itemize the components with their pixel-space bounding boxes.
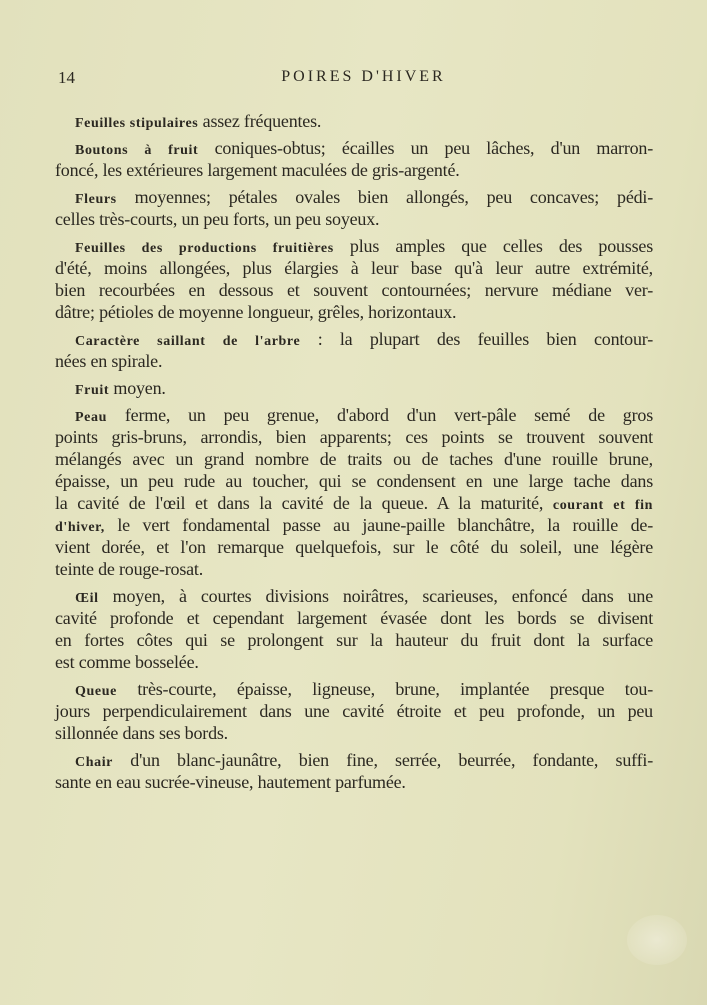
text-line bbox=[55, 749, 653, 771]
text-segment: sante en eau sucrée-vineuse, hautement parfumée. bbox=[55, 772, 406, 792]
text-line bbox=[55, 722, 653, 744]
text-segment: le vert fondamental passe au jaune-paille blanchâtre, la rouille de- bbox=[104, 515, 653, 535]
bold-term: Caractère saillant de l'arbre bbox=[75, 334, 301, 349]
text-segment: mélangés avec un grand nombre de traits ou de taches d'une rouille brune, bbox=[55, 449, 653, 469]
text-line bbox=[55, 585, 653, 607]
bold-term: Queue bbox=[75, 684, 117, 699]
text-segment: d'un blanc-jaunâtre, bien fine, serrée, beurrée, fondante, suffi- bbox=[113, 750, 653, 770]
text-segment: est comme bosselée. bbox=[55, 652, 199, 672]
text-line bbox=[55, 208, 653, 230]
text-line bbox=[55, 377, 653, 399]
text-line bbox=[55, 470, 653, 492]
bold-term: Boutons à fruit bbox=[75, 143, 199, 158]
text-line bbox=[55, 426, 653, 448]
text-segment: celles très-courts, un peu forts, un peu soyeux. bbox=[55, 209, 380, 229]
text-line bbox=[55, 159, 653, 181]
paragraph bbox=[55, 328, 653, 372]
page-number: 14 bbox=[58, 68, 75, 87]
text-segment: dâtre; pétioles de moyenne longueur, grêles, horizontaux. bbox=[55, 302, 457, 322]
bold-term: Feuilles stipulaires bbox=[75, 116, 199, 131]
text-segment: la cavité de l'œil et dans la cavité de la queue. A la maturité, bbox=[55, 493, 553, 513]
text-segment: très-courte, épaisse, ligneuse, brune, implantée presque tou- bbox=[116, 679, 653, 699]
text-segment: d'été, moins allongées, plus élargies à leur base qu'à leur autre extrémité, bbox=[55, 258, 653, 278]
text-segment: vient dorée, et l'on remarque quelquefois, sur le côté du soleil, une légère bbox=[55, 537, 653, 557]
bold-term: courant et fin bbox=[552, 498, 653, 513]
text-line bbox=[55, 771, 653, 793]
text-line bbox=[55, 678, 653, 700]
text-segment: épaisse, un peu rude au toucher, qui se condensent en une large tache dans bbox=[55, 471, 653, 491]
text-segment: en fortes côtes qui se prolongent sur la hauteur du fruit dont la surface bbox=[55, 630, 653, 650]
text-line bbox=[55, 137, 653, 159]
paragraph bbox=[55, 137, 653, 181]
text-line bbox=[55, 350, 653, 372]
text-line bbox=[55, 301, 653, 323]
page-body bbox=[55, 110, 653, 798]
bold-term: Fleurs bbox=[75, 192, 117, 207]
text-line bbox=[55, 607, 653, 629]
text-segment: assez fréquentes. bbox=[198, 111, 322, 131]
text-line bbox=[55, 651, 653, 673]
text-segment: points gris-bruns, arrondis, bien apparents; ces points se trouvent souvent bbox=[55, 427, 653, 447]
text-line bbox=[55, 629, 653, 651]
text-line bbox=[55, 514, 653, 536]
text-segment: foncé, les extérieures largement maculées de gris-argenté. bbox=[55, 160, 460, 180]
paragraph bbox=[55, 110, 653, 132]
paragraph bbox=[55, 377, 653, 399]
text-line bbox=[55, 492, 653, 514]
text-line bbox=[55, 235, 653, 257]
bold-term: d'hiver, bbox=[55, 520, 105, 535]
text-segment: moyen. bbox=[109, 378, 166, 398]
running-title: POIRES D'HIVER bbox=[281, 68, 446, 85]
text-line bbox=[55, 404, 653, 426]
text-segment: coniques-obtus; écailles un peu lâches, d'un marron- bbox=[198, 138, 654, 158]
text-segment: : la plupart des feuilles bien contour- bbox=[300, 329, 654, 349]
text-segment: jours perpendiculairement dans une cavité étroite et peu profonde, un peu bbox=[55, 701, 653, 721]
text-line bbox=[55, 536, 653, 558]
paper-stain bbox=[627, 915, 687, 965]
paragraph bbox=[55, 235, 653, 323]
text-line bbox=[55, 448, 653, 470]
bold-term: Feuilles des productions fruitières bbox=[75, 241, 334, 256]
text-segment: ferme, un peu grenue, d'abord d'un vert-pâle semé de gros bbox=[106, 405, 653, 425]
bold-term: Œil bbox=[75, 591, 99, 606]
text-line bbox=[55, 257, 653, 279]
text-segment: sillonnée dans ses bords. bbox=[55, 723, 228, 743]
text-segment: moyennes; pétales ovales bien allongés, peu concaves; pédi- bbox=[116, 187, 653, 207]
paragraph bbox=[55, 585, 653, 673]
text-line bbox=[55, 558, 653, 580]
page-header bbox=[0, 68, 707, 92]
text-segment: cavité profonde et cependant largement évasée dont les bords se divisent bbox=[55, 608, 653, 628]
bold-term: Fruit bbox=[75, 383, 110, 398]
text-line bbox=[55, 186, 653, 208]
text-line bbox=[55, 279, 653, 301]
text-line bbox=[55, 110, 653, 132]
text-segment: teinte de rouge-rosat. bbox=[55, 559, 204, 579]
text-segment: plus amples que celles des pousses bbox=[333, 236, 653, 256]
text-segment: moyen, à courtes divisions noirâtres, scarieuses, enfoncé dans une bbox=[98, 586, 653, 606]
paragraph bbox=[55, 749, 653, 793]
paragraph bbox=[55, 404, 653, 580]
text-segment: bien recourbées en dessous et souvent contournées; nervure médiane ver- bbox=[55, 280, 653, 300]
paragraph bbox=[55, 678, 653, 744]
bold-term: Chair bbox=[75, 755, 113, 770]
text-segment: nées en spirale. bbox=[55, 351, 163, 371]
bold-term: Peau bbox=[75, 410, 107, 425]
text-line bbox=[55, 328, 653, 350]
text-line bbox=[55, 700, 653, 722]
paragraph bbox=[55, 186, 653, 230]
